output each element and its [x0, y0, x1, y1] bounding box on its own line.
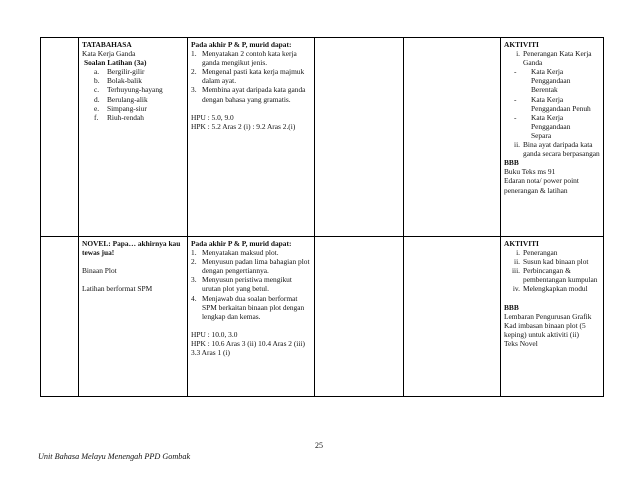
- topic-line: Latihan berformat SPM: [82, 284, 153, 294]
- topic-title: TATABAHASA: [82, 40, 132, 49]
- list-item: 1. Menyatakan maksud plot.: [191, 248, 279, 258]
- page-footer: Unit Bahasa Melayu Menengah PPD Gombak: [38, 452, 191, 461]
- activity-list: [504, 248, 600, 293]
- topic-line: Soalan Latihan (3a): [84, 58, 147, 68]
- bbb-line: Edaran nota/ power point penerangan & latihan: [504, 176, 579, 195]
- empty-cell: [315, 38, 404, 237]
- activity-title: AKTIVITI: [504, 40, 539, 49]
- objectives-cell: [188, 38, 315, 237]
- objectives-title: Pada akhir P & P, murid dapat:: [191, 40, 292, 49]
- activity-list: [504, 49, 600, 67]
- list-item: - Kata Kerja Penggandaan Penuh: [514, 94, 591, 113]
- bbb-title: BBB: [504, 158, 519, 168]
- hpu-text: HPU : 5.0, 9.0: [191, 112, 234, 122]
- topic-line: Kata Kerja Ganda: [82, 49, 136, 59]
- list-item: ii. Susun kad binaan plot: [514, 257, 589, 267]
- empty-cell: [315, 237, 404, 397]
- page-number: 25: [315, 441, 323, 450]
- objectives-list: [191, 49, 311, 104]
- empty-cell: [41, 237, 79, 397]
- activity-cell: [501, 237, 604, 397]
- list-item: 1. Menyatakan 2 contoh kata kerja ganda mengikut jenis.: [191, 49, 297, 68]
- topic-line: Binaan Plot: [82, 266, 117, 276]
- lesson-plan-table: [40, 37, 604, 397]
- list-item: 3. Membina ayat daripada kata ganda dengan bahasa yang gramatis.: [191, 85, 306, 104]
- objectives-cell: [188, 237, 315, 397]
- topic-title: NOVEL: Papa… akhirnya kau tewas jua!: [82, 239, 181, 258]
- list-item: b. Bolak-balik: [94, 76, 142, 86]
- list-item: f. Riuh-rendah: [94, 112, 144, 122]
- list-item: iv. Melengkapkan modul: [512, 284, 588, 294]
- topic-cell: [79, 38, 188, 237]
- list-item: 2. Menyusun padan lima bahagian plot dengan pengertiannya.: [191, 257, 310, 276]
- list-item: 4. Menjawab dua soalan berformat SPM berkaitan binaan plot dengan lengkap dan kemas.: [191, 293, 305, 321]
- topic-cell: [79, 237, 188, 397]
- topic-list: [82, 67, 184, 122]
- table-row: [41, 38, 604, 237]
- activity-list: [504, 140, 600, 158]
- hpk-text: HPK : 10.6 Aras 3 (ii) 10.4 Aras 2 (iii) 3.3 Aras 1 (i): [191, 338, 305, 358]
- list-item: - Kata Kerja Penggandaan Separa: [514, 112, 571, 140]
- bbb-line: Kad imbasan binaan plot (5 keping) untuk aktiviti (ii): [504, 320, 586, 339]
- empty-cell: [41, 38, 79, 237]
- list-item: 3. Menyusun peristiwa mengikut urutan plot yang betul.: [191, 275, 292, 294]
- hpk-text: HPK : 5.2 Aras 2 (i) : 9.2 Aras 2.(i): [191, 121, 296, 131]
- list-item: i. Penerangan: [516, 248, 558, 258]
- hpu-text: HPU : 10.0, 3.0: [191, 329, 238, 339]
- bbb-line: Lembaran Pengurusan Grafik: [504, 311, 592, 321]
- objectives-list: [191, 248, 311, 321]
- list-item: i. Penerangan Kata Kerja Ganda: [516, 49, 592, 68]
- activity-title: AKTIVITI: [504, 239, 539, 248]
- list-item: e. Simpang-siur: [94, 103, 147, 113]
- activity-sublist: [504, 67, 600, 140]
- objectives-title: Pada akhir P & P, murid dapat:: [191, 239, 292, 248]
- list-item: - Kata Kerja Penggandaan Berentak: [514, 67, 571, 95]
- empty-cell: [404, 38, 501, 237]
- list-item: c. Terhuyung-hayang: [94, 85, 163, 95]
- table-row: [41, 237, 604, 397]
- list-item: a. Bergilir-gilir: [94, 67, 145, 77]
- list-item: d. Berulang-alik: [94, 94, 148, 104]
- empty-cell: [404, 237, 501, 397]
- bbb-line: Teks Novel: [504, 338, 538, 348]
- list-item: 2. Mengenal pasti kata kerja majmuk dalam ayat.: [191, 67, 305, 86]
- list-item: ii. Bina ayat daripada kata ganda secara berpasangan: [514, 140, 600, 159]
- bbb-line: Buku Teks ms 91: [504, 167, 556, 177]
- bbb-title: BBB: [504, 302, 519, 312]
- activity-cell: [501, 38, 604, 237]
- list-item: iii. Perbincangan & pembentangan kumpulan: [511, 266, 598, 285]
